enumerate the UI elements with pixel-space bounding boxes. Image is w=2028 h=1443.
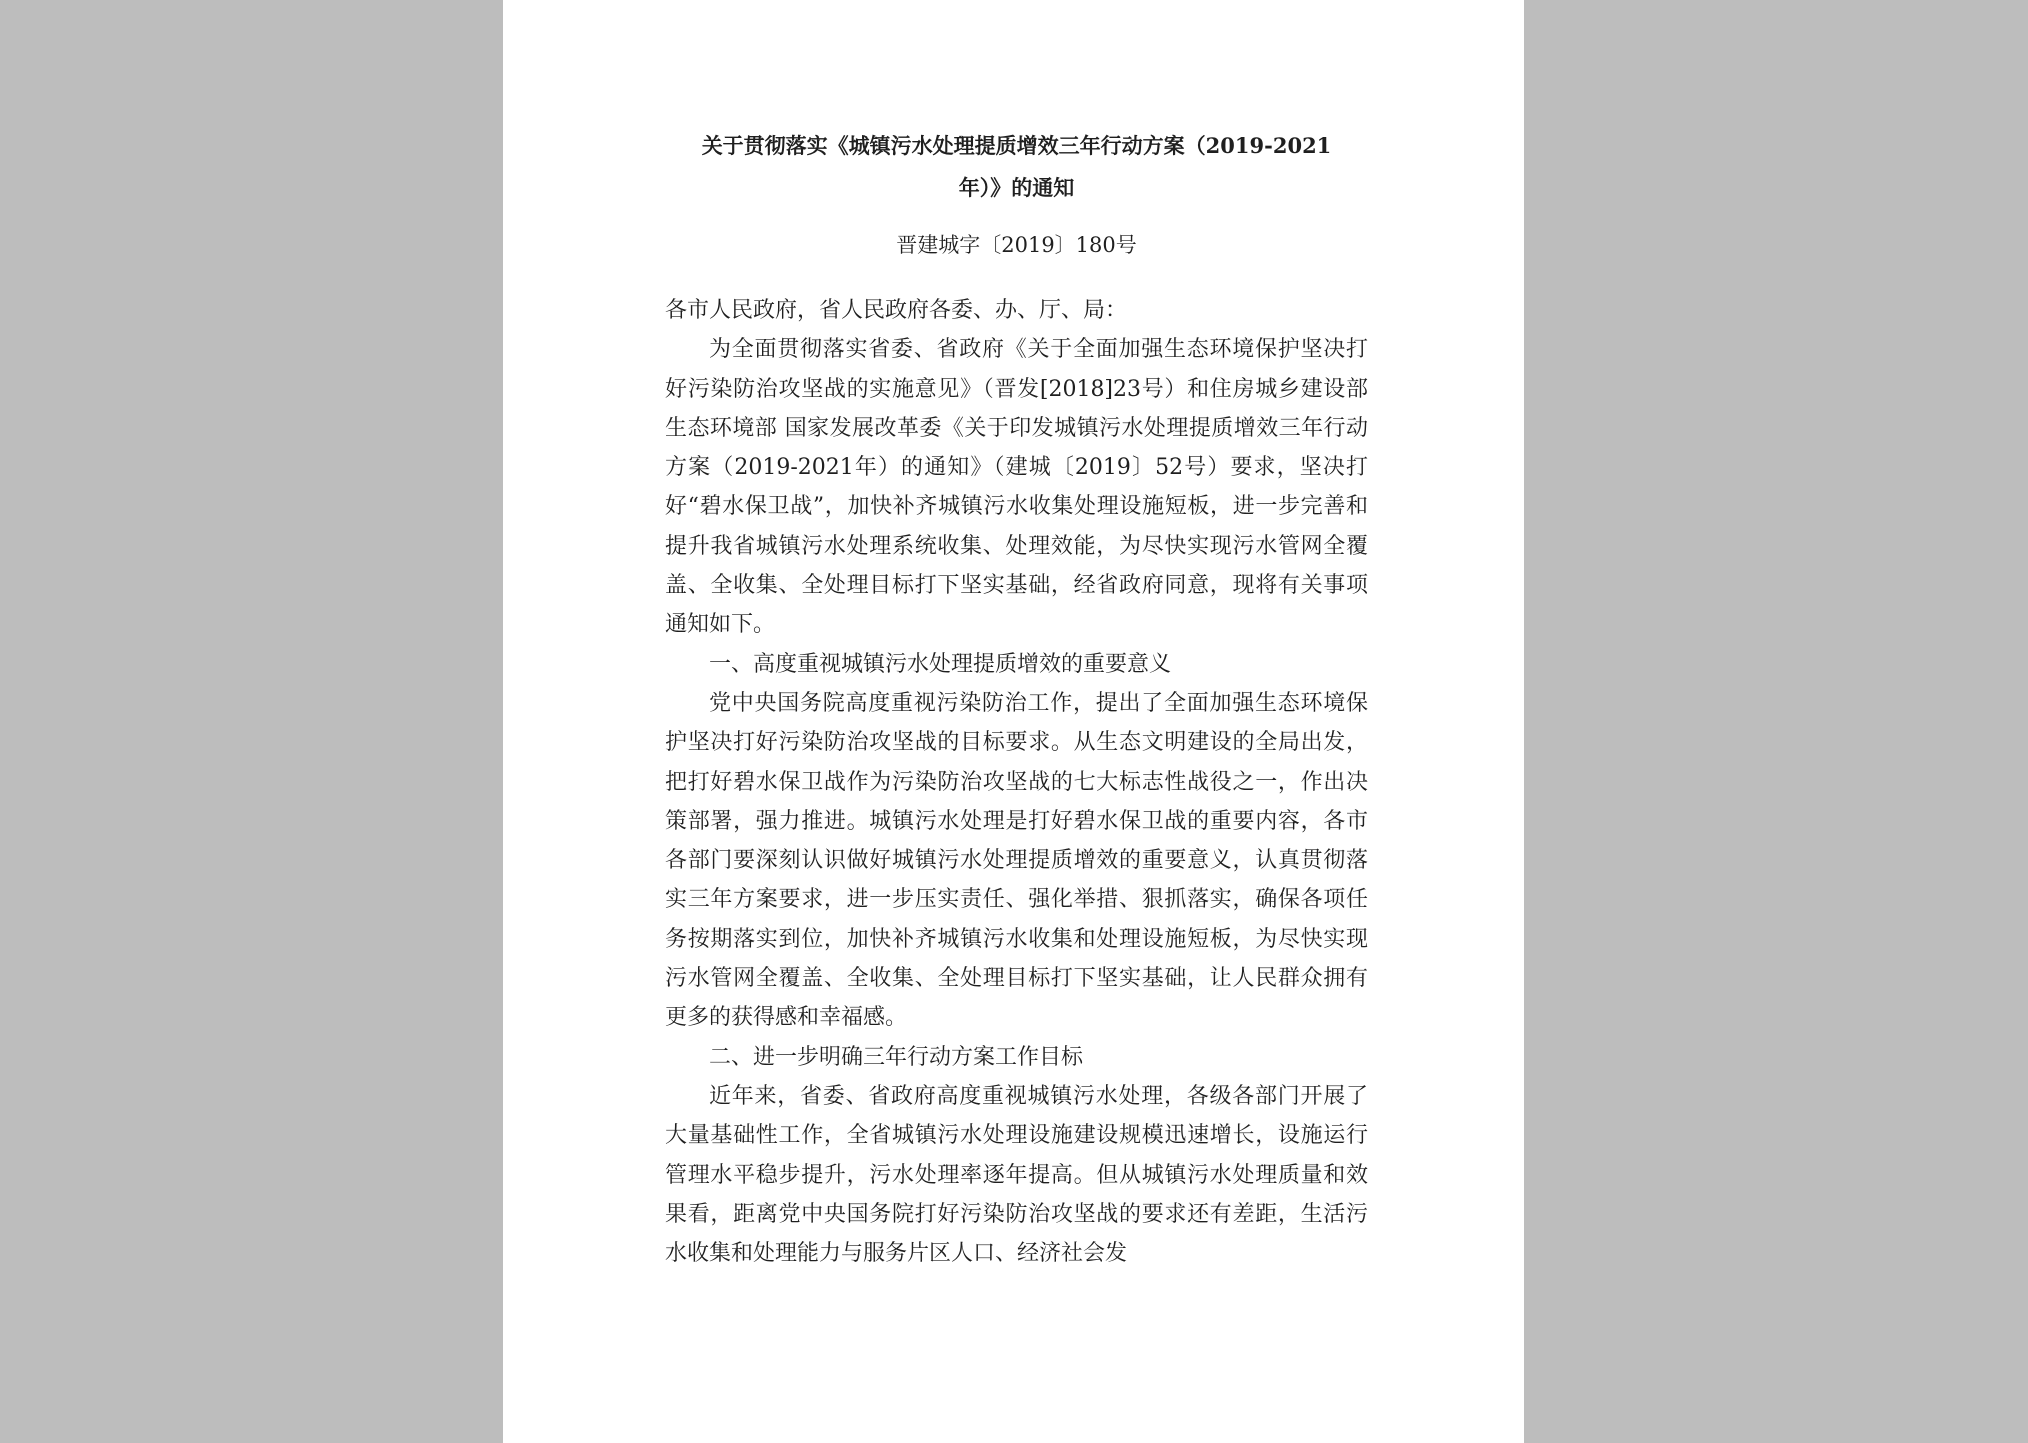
page-content <box>665 125 1368 1273</box>
document-number: 晋建城字〔2019〕180号 <box>896 233 1137 257</box>
salutation: 各市人民政府，省人民政府各委、办、厅、局： <box>665 298 1128 323</box>
section-heading-2: 二、进一步明确三年行动方案工作目标 <box>709 1044 1084 1070</box>
paragraph-intro: 为全面贯彻落实省委、省政府《关于全面加强生态环境保护坚决打好污染防治攻坚战的实施意见》（晋发[2018]23号）和住房城乡建设部 生态环境部 国家发展改革委《关于印发城镇污水处理提质增效三年行动方案（2019-2021年）的通知》（建城〔2019〕52号）要求，坚决打好“碧水保卫战”，加快补齐城镇污水收集处理设施短板，进一步完善和提升我省城镇污水处理系统收集、处理效能，为尽快实现污水管网全覆盖、全收集、全处理目标打下坚实基础，经省政府同意，现将有关事项通知如下。 <box>665 337 1368 638</box>
paragraph-section-2: 近年来，省委、省政府高度重视城镇污水处理，各级各部门开展了大量基础性工作，全省城镇污水处理设施建设规模迅速增长，设施运行管理水平稳步提升，污水处理率逐年提高。但从城镇污水处理质量和效果看，距离党中央国务院打好污染防治攻坚战的要求还有差距，生活污水收集和处理能力与服务片区人口、经济社会发 <box>665 1083 1368 1267</box>
document-title: 关于贯彻落实《城镇污水处理提质增效三年行动方案（2019-2021 年）》的通知 <box>701 133 1332 200</box>
document-body <box>665 291 1368 1273</box>
paragraph-section-1: 党中央国务院高度重视污染防治工作，提出了全面加强生态环境保护坚决打好污染防治攻坚战的目标要求。从生态文明建设的全局出发，把打好碧水保卫战作为污染防治攻坚战的七大标志性战役之一，作出决策部署，强力推进。城镇污水处理是打好碧水保卫战的重要内容，各市各部门要深刻认识做好城镇污水处理提质增效的重要意义，认真贯彻落实三年方案要求，进一步压实责任、强化举措、狠抓落实，确保各项任务按期落实到位，加快补齐城镇污水收集和处理设施短板，为尽快实现污水管网全覆盖、全收集、全处理目标打下坚实基础，让人民群众拥有更多的获得感和幸福感。 <box>665 690 1368 1031</box>
section-heading-1: 一、高度重视城镇污水处理提质增效的重要意义 <box>709 651 1172 677</box>
document-page <box>503 0 1524 1443</box>
